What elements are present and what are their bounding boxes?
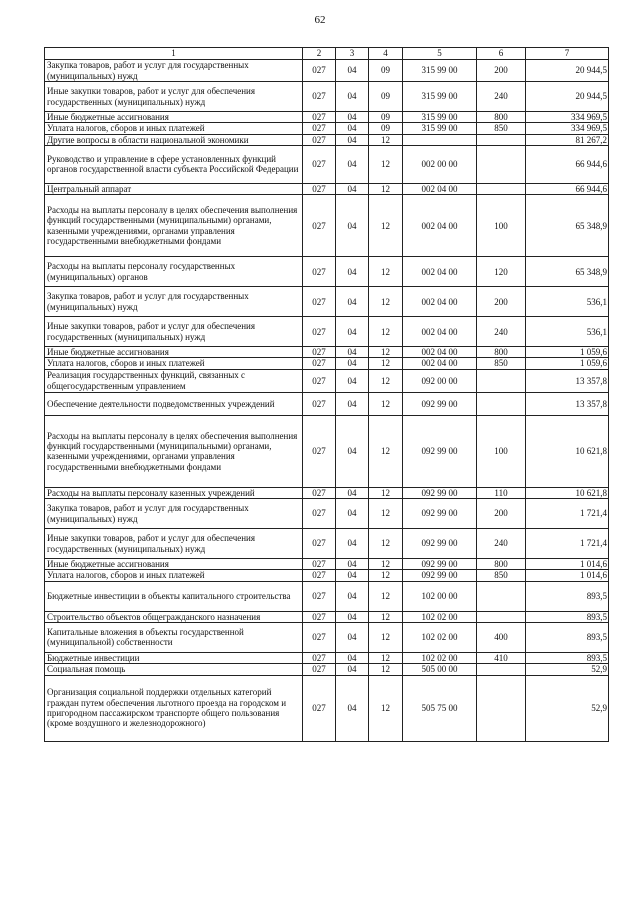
header-col-5: 5 (403, 48, 477, 60)
target-article-cell: 002 04 00 (403, 183, 477, 194)
table-row (45, 145, 609, 183)
expense-name-cell: Уплата налогов, сборов и иных платежей (45, 123, 303, 134)
target-article-cell: 002 04 00 (403, 195, 477, 257)
expense-type-cell (477, 134, 526, 145)
section-code-cell: 04 (336, 60, 369, 82)
ministry-code-cell: 027 (303, 317, 336, 347)
expense-name-cell: Социальная помощь (45, 664, 303, 675)
section-code-cell: 04 (336, 183, 369, 194)
target-article-cell: 092 99 00 (403, 392, 477, 415)
table-row (45, 392, 609, 415)
expense-name-cell: Бюджетные инвестиции (45, 652, 303, 663)
table-row (45, 664, 609, 675)
expense-type-cell (477, 675, 526, 741)
target-article-cell: 002 04 00 (403, 317, 477, 347)
expense-name-cell: Уплата налогов, сборов и иных платежей (45, 570, 303, 581)
table-row (45, 499, 609, 529)
expense-name-cell: Бюджетные инвестиции в объекты капитального строительства (45, 581, 303, 611)
section-code-cell: 04 (336, 392, 369, 415)
amount-cell: 893,5 (526, 652, 609, 663)
expense-type-cell: 410 (477, 652, 526, 663)
amount-cell: 81 267,2 (526, 134, 609, 145)
target-article-cell: 092 00 00 (403, 369, 477, 392)
section-code-cell: 04 (336, 570, 369, 581)
subsection-code-cell: 12 (369, 369, 403, 392)
expense-type-cell (477, 183, 526, 194)
amount-cell: 893,5 (526, 611, 609, 622)
subsection-code-cell: 12 (369, 529, 403, 559)
header-col-3: 3 (336, 48, 369, 60)
expense-type-cell (477, 611, 526, 622)
ministry-code-cell: 027 (303, 60, 336, 82)
section-code-cell: 04 (336, 529, 369, 559)
section-code-cell: 04 (336, 581, 369, 611)
expense-name-cell: Иные бюджетные ассигнования (45, 559, 303, 570)
section-code-cell: 04 (336, 317, 369, 347)
amount-cell: 20 944,5 (526, 82, 609, 112)
subsection-code-cell: 09 (369, 112, 403, 123)
header-row (45, 48, 609, 60)
expense-name-cell: Расходы на выплаты персоналу казенных учреждений (45, 487, 303, 498)
ministry-code-cell: 027 (303, 183, 336, 194)
table-row (45, 581, 609, 611)
target-article-cell: 092 99 00 (403, 570, 477, 581)
target-article-cell: 102 00 00 (403, 581, 477, 611)
expense-name-cell: Капитальные вложения в объекты государственной (муниципальной) собственности (45, 622, 303, 652)
ministry-code-cell: 027 (303, 415, 336, 487)
target-article-cell: 102 02 00 (403, 622, 477, 652)
table-row (45, 415, 609, 487)
amount-cell: 893,5 (526, 622, 609, 652)
expense-name-cell: Расходы на выплаты персоналу государственных (муниципальных) органов (45, 257, 303, 287)
expense-type-cell: 850 (477, 123, 526, 134)
expense-type-cell (477, 581, 526, 611)
target-article-cell: 505 00 00 (403, 664, 477, 675)
amount-cell: 66 944,6 (526, 183, 609, 194)
table-row (45, 123, 609, 134)
ministry-code-cell: 027 (303, 369, 336, 392)
subsection-code-cell: 12 (369, 287, 403, 317)
subsection-code-cell: 12 (369, 415, 403, 487)
ministry-code-cell: 027 (303, 487, 336, 498)
section-code-cell: 04 (336, 415, 369, 487)
target-article-cell: 002 04 00 (403, 358, 477, 369)
expense-name-cell: Иные закупки товаров, работ и услуг для обеспечения государственных (муниципальных) нужд (45, 529, 303, 559)
section-code-cell: 04 (336, 611, 369, 622)
amount-cell: 52,9 (526, 675, 609, 741)
header-col-2: 2 (303, 48, 336, 60)
amount-cell: 65 348,9 (526, 257, 609, 287)
subsection-code-cell: 12 (369, 358, 403, 369)
expense-name-cell: Закупка товаров, работ и услуг для государственных (муниципальных) нужд (45, 499, 303, 529)
subsection-code-cell: 12 (369, 134, 403, 145)
table-row (45, 287, 609, 317)
table-row (45, 652, 609, 663)
expense-type-cell: 120 (477, 257, 526, 287)
expense-type-cell: 100 (477, 415, 526, 487)
target-article-cell: 002 04 00 (403, 257, 477, 287)
section-code-cell: 04 (336, 145, 369, 183)
amount-cell: 65 348,9 (526, 195, 609, 257)
ministry-code-cell: 027 (303, 622, 336, 652)
target-article-cell: 315 99 00 (403, 60, 477, 82)
expense-type-cell: 100 (477, 195, 526, 257)
ministry-code-cell: 027 (303, 499, 336, 529)
expense-type-cell (477, 664, 526, 675)
expense-type-cell (477, 145, 526, 183)
ministry-code-cell: 027 (303, 358, 336, 369)
subsection-code-cell: 12 (369, 622, 403, 652)
section-code-cell: 04 (336, 369, 369, 392)
subsection-code-cell: 12 (369, 317, 403, 347)
budget-table (44, 47, 609, 742)
subsection-code-cell: 12 (369, 570, 403, 581)
table-row (45, 134, 609, 145)
subsection-code-cell: 12 (369, 559, 403, 570)
expense-name-cell: Расходы на выплаты персоналу в целях обеспечения выполнения функций государственными (муниципальными) органами, казенными учреждениями, органами управления государственными внебюджетными фондами (45, 415, 303, 487)
target-article-cell: 315 99 00 (403, 82, 477, 112)
expense-name-cell: Центральный аппарат (45, 183, 303, 194)
expense-name-cell: Закупка товаров, работ и услуг для государственных (муниципальных) нужд (45, 287, 303, 317)
target-article-cell: 102 02 00 (403, 652, 477, 663)
ministry-code-cell: 027 (303, 134, 336, 145)
subsection-code-cell: 12 (369, 581, 403, 611)
table-row (45, 611, 609, 622)
expense-type-cell: 800 (477, 112, 526, 123)
amount-cell: 20 944,5 (526, 60, 609, 82)
subsection-code-cell: 12 (369, 195, 403, 257)
subsection-code-cell: 09 (369, 82, 403, 112)
table-row (45, 622, 609, 652)
subsection-code-cell: 12 (369, 145, 403, 183)
table-row (45, 369, 609, 392)
subsection-code-cell: 09 (369, 60, 403, 82)
section-code-cell: 04 (336, 358, 369, 369)
section-code-cell: 04 (336, 622, 369, 652)
section-code-cell: 04 (336, 195, 369, 257)
amount-cell: 13 357,8 (526, 369, 609, 392)
expense-type-cell: 400 (477, 622, 526, 652)
table-row (45, 529, 609, 559)
ministry-code-cell: 027 (303, 570, 336, 581)
ministry-code-cell: 027 (303, 112, 336, 123)
expense-type-cell (477, 369, 526, 392)
ministry-code-cell: 027 (303, 529, 336, 559)
expense-type-cell: 200 (477, 287, 526, 317)
amount-cell: 1 014,6 (526, 570, 609, 581)
ministry-code-cell: 027 (303, 392, 336, 415)
ministry-code-cell: 027 (303, 611, 336, 622)
table-row (45, 347, 609, 358)
table-row (45, 570, 609, 581)
expense-type-cell: 850 (477, 570, 526, 581)
target-article-cell: 102 02 00 (403, 611, 477, 622)
section-code-cell: 04 (336, 123, 369, 134)
expense-type-cell: 800 (477, 347, 526, 358)
amount-cell: 10 621,8 (526, 415, 609, 487)
subsection-code-cell: 12 (369, 347, 403, 358)
expense-name-cell: Закупка товаров, работ и услуг для государственных (муниципальных) нужд (45, 60, 303, 82)
amount-cell: 66 944,6 (526, 145, 609, 183)
amount-cell: 334 969,5 (526, 123, 609, 134)
table-body (45, 60, 609, 742)
ministry-code-cell: 027 (303, 652, 336, 663)
table-row (45, 317, 609, 347)
expense-name-cell: Иные бюджетные ассигнования (45, 112, 303, 123)
amount-cell: 536,1 (526, 287, 609, 317)
expense-name-cell: Обеспечение деятельности подведомственных учреждений (45, 392, 303, 415)
target-article-cell: 505 75 00 (403, 675, 477, 741)
ministry-code-cell: 027 (303, 347, 336, 358)
ministry-code-cell: 027 (303, 195, 336, 257)
amount-cell: 1 721,4 (526, 529, 609, 559)
header-col-6: 6 (477, 48, 526, 60)
amount-cell: 1 059,6 (526, 347, 609, 358)
expense-name-cell: Организация социальной поддержки отдельных категорий граждан путем обеспечения льготного проезда на городском и пригородном пассажирском транспорте общего пользования (кроме воздушного и железнодорожного) (45, 675, 303, 741)
ministry-code-cell: 027 (303, 675, 336, 741)
target-article-cell: 315 99 00 (403, 123, 477, 134)
table-row (45, 195, 609, 257)
ministry-code-cell: 027 (303, 664, 336, 675)
amount-cell: 52,9 (526, 664, 609, 675)
table-header (45, 48, 609, 60)
table-row (45, 257, 609, 287)
subsection-code-cell: 12 (369, 652, 403, 663)
target-article-cell: 002 04 00 (403, 347, 477, 358)
amount-cell: 1 721,4 (526, 499, 609, 529)
expense-type-cell: 240 (477, 82, 526, 112)
amount-cell: 536,1 (526, 317, 609, 347)
amount-cell: 1 059,6 (526, 358, 609, 369)
expense-name-cell: Уплата налогов, сборов и иных платежей (45, 358, 303, 369)
ministry-code-cell: 027 (303, 287, 336, 317)
table-row (45, 675, 609, 741)
target-article-cell (403, 134, 477, 145)
expense-name-cell: Иные закупки товаров, работ и услуг для обеспечения государственных (муниципальных) нужд (45, 82, 303, 112)
expense-name-cell: Расходы на выплаты персоналу в целях обеспечения выполнения функций государственными (муниципальными) органами, казенными учреждениями, органами управления государственными внебюджетными фондами (45, 195, 303, 257)
section-code-cell: 04 (336, 487, 369, 498)
subsection-code-cell: 12 (369, 392, 403, 415)
section-code-cell: 04 (336, 134, 369, 145)
expense-type-cell: 800 (477, 559, 526, 570)
target-article-cell: 002 00 00 (403, 145, 477, 183)
table-row (45, 487, 609, 498)
target-article-cell: 092 99 00 (403, 415, 477, 487)
table-row (45, 82, 609, 112)
table-row (45, 112, 609, 123)
ministry-code-cell: 027 (303, 123, 336, 134)
expense-name-cell: Другие вопросы в области национальной экономики (45, 134, 303, 145)
amount-cell: 10 621,8 (526, 487, 609, 498)
ministry-code-cell: 027 (303, 82, 336, 112)
subsection-code-cell: 12 (369, 487, 403, 498)
page-number: 62 (314, 14, 326, 26)
expense-type-cell (477, 392, 526, 415)
amount-cell: 334 969,5 (526, 112, 609, 123)
section-code-cell: 04 (336, 112, 369, 123)
expense-name-cell: Реализация государственных функций, связанных с общегосударственным управлением (45, 369, 303, 392)
subsection-code-cell: 09 (369, 123, 403, 134)
expense-name-cell: Иные закупки товаров, работ и услуг для обеспечения государственных (муниципальных) нужд (45, 317, 303, 347)
section-code-cell: 04 (336, 675, 369, 741)
expense-type-cell: 110 (477, 487, 526, 498)
amount-cell: 13 357,8 (526, 392, 609, 415)
ministry-code-cell: 027 (303, 559, 336, 570)
table-row (45, 358, 609, 369)
subsection-code-cell: 12 (369, 499, 403, 529)
expense-name-cell: Строительство объектов общегражданского назначения (45, 611, 303, 622)
section-code-cell: 04 (336, 257, 369, 287)
subsection-code-cell: 12 (369, 664, 403, 675)
expense-type-cell: 240 (477, 317, 526, 347)
table-row (45, 60, 609, 82)
table-row (45, 559, 609, 570)
section-code-cell: 04 (336, 664, 369, 675)
header-col-1: 1 (45, 48, 303, 60)
expense-type-cell: 850 (477, 358, 526, 369)
section-code-cell: 04 (336, 559, 369, 570)
ministry-code-cell: 027 (303, 581, 336, 611)
expense-name-cell: Руководство и управление в сфере установленных функций органов государственной власти субъекта Российской Федерации (45, 145, 303, 183)
expense-type-cell: 200 (477, 499, 526, 529)
amount-cell: 893,5 (526, 581, 609, 611)
ministry-code-cell: 027 (303, 145, 336, 183)
subsection-code-cell: 12 (369, 257, 403, 287)
section-code-cell: 04 (336, 652, 369, 663)
section-code-cell: 04 (336, 499, 369, 529)
expense-type-cell: 240 (477, 529, 526, 559)
target-article-cell: 092 99 00 (403, 487, 477, 498)
section-code-cell: 04 (336, 287, 369, 317)
amount-cell: 1 014,6 (526, 559, 609, 570)
ministry-code-cell: 027 (303, 257, 336, 287)
expense-type-cell: 200 (477, 60, 526, 82)
target-article-cell: 092 99 00 (403, 559, 477, 570)
header-col-7: 7 (526, 48, 609, 60)
section-code-cell: 04 (336, 82, 369, 112)
header-col-4: 4 (369, 48, 403, 60)
section-code-cell: 04 (336, 347, 369, 358)
subsection-code-cell: 12 (369, 611, 403, 622)
expense-name-cell: Иные бюджетные ассигнования (45, 347, 303, 358)
target-article-cell: 002 04 00 (403, 287, 477, 317)
subsection-code-cell: 12 (369, 675, 403, 741)
table-row (45, 183, 609, 194)
target-article-cell: 092 99 00 (403, 529, 477, 559)
target-article-cell: 092 99 00 (403, 499, 477, 529)
subsection-code-cell: 12 (369, 183, 403, 194)
target-article-cell: 315 99 00 (403, 112, 477, 123)
